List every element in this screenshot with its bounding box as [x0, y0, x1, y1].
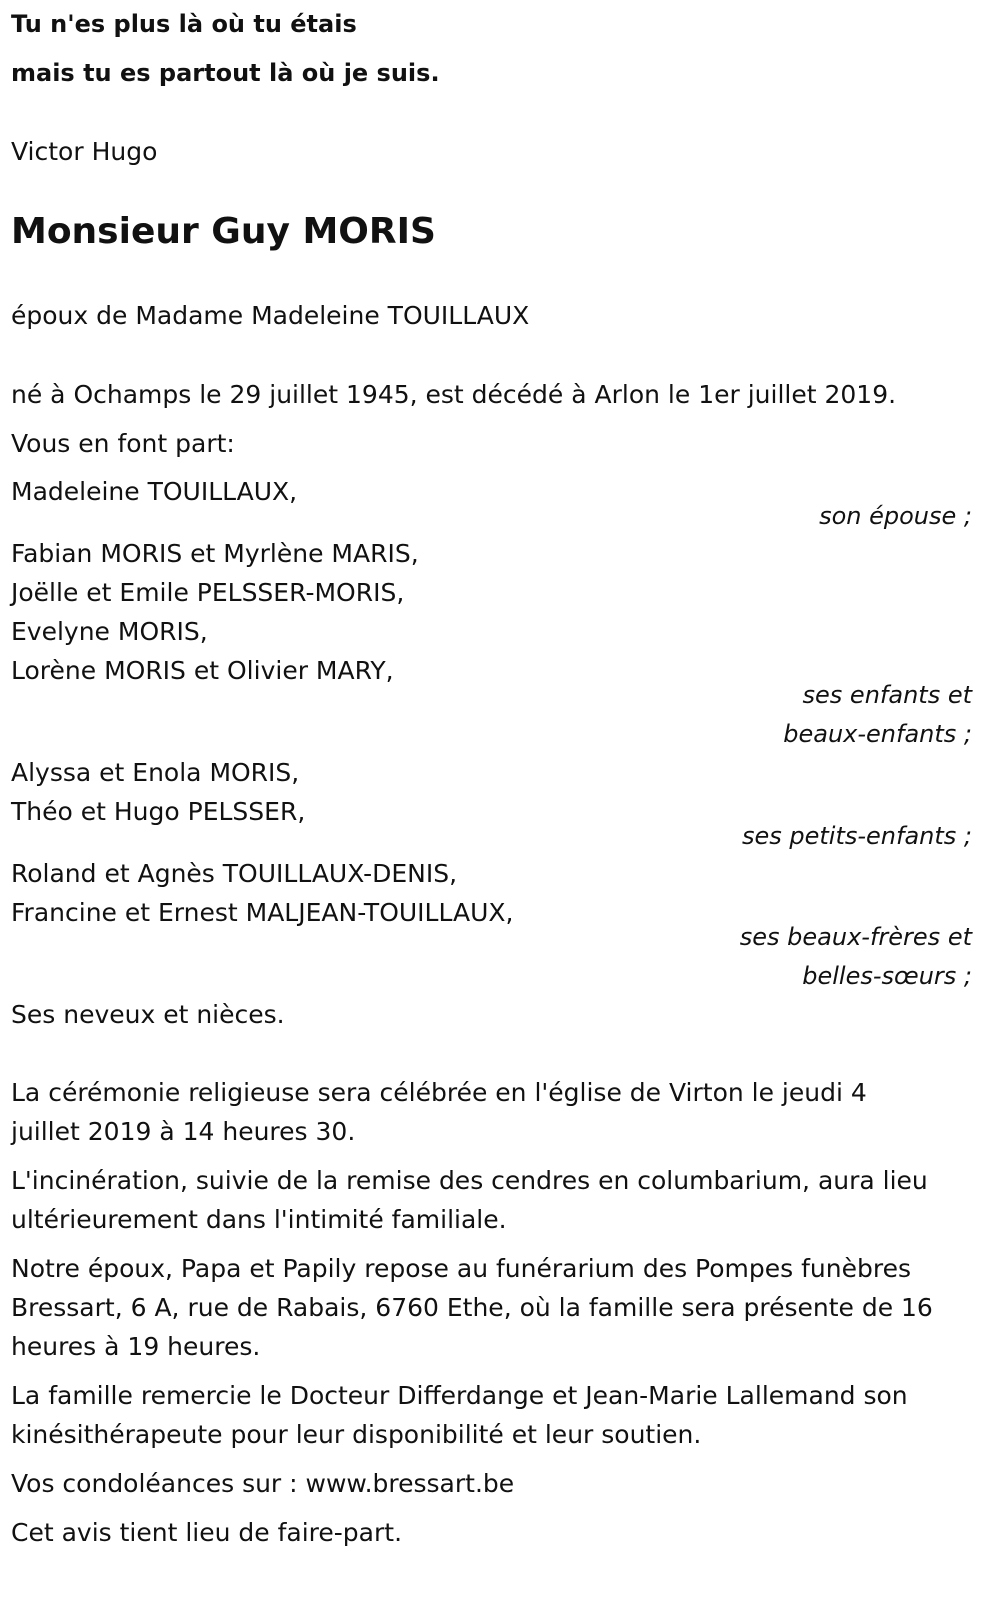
- deceased-name: Monsieur Guy MORIS: [11, 211, 436, 252]
- relation-label: belles-sœurs ;: [802, 962, 972, 990]
- relation-label: son épouse ;: [819, 502, 972, 530]
- ceremony-line: La cérémonie religieuse sera célébrée en l'église de Virton le jeudi 4: [11, 1078, 867, 1107]
- ceremony-line: juillet 2019 à 14 heures 30.: [11, 1117, 356, 1146]
- family-name: Madeleine TOUILLAUX,: [11, 477, 298, 506]
- condolences-line: Vos condoléances sur : www.bressart.be: [11, 1469, 515, 1498]
- funerarium-line: Notre époux, Papa et Papily repose au funérarium des Pompes funèbres: [11, 1254, 911, 1283]
- spouse-line: époux de Madame Madeleine TOUILLAUX: [11, 301, 530, 330]
- relation-label: ses petits-enfants ;: [741, 822, 972, 850]
- thanks-line: kinésithérapeute pour leur disponibilité et leur soutien.: [11, 1420, 702, 1449]
- family-name: Alyssa et Enola MORIS,: [11, 758, 300, 787]
- others-line: Ses neveux et nièces.: [11, 1000, 285, 1029]
- cremation-line: ultérieurement dans l'intimité familiale.: [11, 1205, 507, 1234]
- quote-line-1: Tu n'es plus là où tu étais: [11, 10, 357, 38]
- family-name: Lorène MORIS et Olivier MARY,: [11, 656, 394, 685]
- family-name: Roland et Agnès TOUILLAUX-DENIS,: [11, 859, 458, 888]
- relation-label: ses enfants et: [802, 681, 972, 709]
- funerarium-line: heures à 19 heures.: [11, 1332, 261, 1361]
- relation-label: beaux-enfants ;: [783, 720, 972, 748]
- funerarium-line: Bressart, 6 A, rue de Rabais, 6760 Ethe, où la famille sera présente de 16: [11, 1293, 933, 1322]
- cremation-line: L'incinération, suivie de la remise des cendres en columbarium, aura lieu: [11, 1166, 928, 1195]
- family-name: Evelyne MORIS,: [11, 617, 208, 646]
- closing-line: Cet avis tient lieu de faire-part.: [11, 1518, 403, 1547]
- birth-death-line: né à Ochamps le 29 juillet 1945, est décédé à Arlon le 1er juillet 2019.: [11, 380, 897, 409]
- family-name: Théo et Hugo PELSSER,: [11, 797, 306, 826]
- quote-author: Victor Hugo: [11, 137, 158, 166]
- family-name: Joëlle et Emile PELSSER-MORIS,: [11, 578, 405, 607]
- family-name: Francine et Ernest MALJEAN-TOUILLAUX,: [11, 898, 514, 927]
- announcement-intro: Vous en font part:: [11, 429, 235, 458]
- relation-label: ses beaux-frères et: [739, 923, 972, 951]
- thanks-line: La famille remercie le Docteur Differdange et Jean-Marie Lallemand son: [11, 1381, 908, 1410]
- family-name: Fabian MORIS et Myrlène MARIS,: [11, 539, 419, 568]
- quote-line-2: mais tu es partout là où je suis.: [11, 59, 440, 87]
